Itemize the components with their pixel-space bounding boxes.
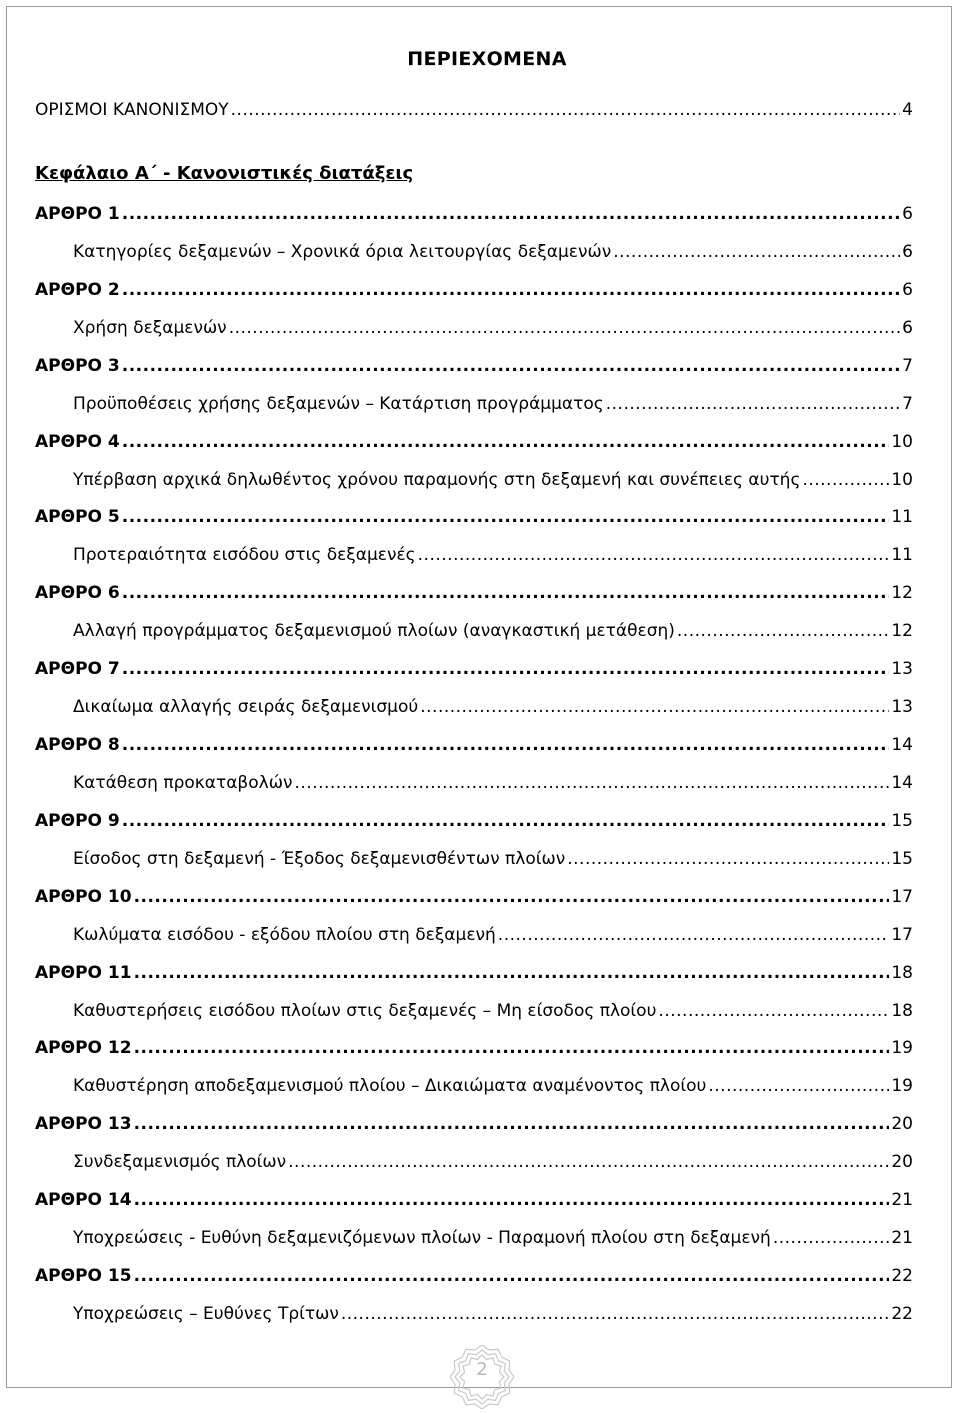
toc-entry-label: Συνδεξαμενισμός πλοίων xyxy=(73,1152,287,1173)
toc-entry-page: 15 xyxy=(891,810,913,831)
toc-sub-entry[interactable] xyxy=(35,466,913,494)
toc-sub-entry[interactable] xyxy=(35,1072,913,1100)
toc-entry-label: Προτεραιότητα εισόδου στις δεξαμενές xyxy=(73,545,416,566)
toc-entry-page: 6 xyxy=(902,279,913,300)
toc-entry-label: ΑΡΘΡΟ 2 xyxy=(35,279,120,300)
toc-leader-dots xyxy=(341,1300,890,1328)
toc-entry-label: ΑΡΘΡΟ 13 xyxy=(35,1114,132,1135)
toc-article-entry[interactable] xyxy=(35,1262,913,1290)
toc-leader-dots xyxy=(420,693,889,721)
toc-entry-label: ΑΡΘΡΟ 6 xyxy=(35,583,120,604)
toc-entry-label: Κατάθεση προκαταβολών xyxy=(73,772,293,793)
toc-entry-page: 21 xyxy=(891,1190,913,1211)
toc-leader-dots xyxy=(134,1034,890,1062)
toc-sub-entry[interactable] xyxy=(35,693,913,721)
toc-leader-dots xyxy=(294,769,889,797)
toc-entry-label: Κωλύματα εισόδου - εξόδου πλοίου στη δεξαμενή xyxy=(73,924,496,945)
toc-entry-page: 22 xyxy=(891,1303,913,1324)
toc-sub-entry[interactable] xyxy=(35,997,913,1025)
toc-entry-page: 17 xyxy=(891,924,913,945)
toc-sub-entry[interactable] xyxy=(35,314,913,342)
toc-article-entry[interactable] xyxy=(35,1034,913,1062)
toc-entry-page: 17 xyxy=(891,886,913,907)
toc-sub-entry[interactable] xyxy=(35,1300,913,1328)
toc-entry-page: 13 xyxy=(891,697,913,718)
toc-entry-label: Καθυστέρηση αποδεξαμενισμού πλοίου – Δικαιώματα αναμένοντος πλοίου xyxy=(73,1076,707,1097)
toc-entry-page: 12 xyxy=(891,583,913,604)
toc-entry-page: 19 xyxy=(891,1038,913,1059)
page-title-text: ΠΕΡΙΕΧΟΜΕΝΑ xyxy=(407,48,567,70)
toc-entry-label: Χρήση δεξαμενών xyxy=(73,317,227,338)
toc-entry-page: 6 xyxy=(902,204,913,224)
toc-entry-page: 7 xyxy=(902,355,913,376)
toc-sub-entry[interactable] xyxy=(35,845,913,873)
toc-entry-label: ΑΡΘΡΟ 3 xyxy=(35,355,120,376)
toc-leader-dots xyxy=(122,579,890,607)
toc-leader-dots xyxy=(231,96,901,124)
toc-entry-page: 6 xyxy=(902,317,913,338)
toc-entry-page: 10 xyxy=(891,469,913,490)
toc-article-entry[interactable] xyxy=(35,428,913,456)
toc-entry-label: ΑΡΘΡΟ 8 xyxy=(35,735,120,756)
toc-leader-dots xyxy=(122,655,890,683)
toc-sub-entry[interactable] xyxy=(35,769,913,797)
toc-leader-dots xyxy=(122,731,890,759)
toc-entry-definitions[interactable] xyxy=(35,96,913,124)
toc-entry-label: Υποχρεώσεις - Ευθύνη δεξαμενιζόμενων πλοίων - Παραμονή πλοίου στη δεξαμενή xyxy=(73,1228,771,1249)
toc-leader-dots xyxy=(134,883,890,911)
toc-sub-entry[interactable] xyxy=(35,617,913,645)
toc-sub-entry[interactable] xyxy=(35,238,913,266)
toc-article-entry[interactable] xyxy=(35,1186,913,1214)
toc-leader-dots xyxy=(418,541,890,569)
toc-entry-label: ΑΡΘΡΟ 14 xyxy=(35,1190,132,1211)
toc-entry-page: 21 xyxy=(891,1228,913,1249)
toc-entry-page: 14 xyxy=(891,772,913,793)
toc-leader-dots xyxy=(122,503,890,531)
toc-entry-label: Καθυστερήσεις εισόδου πλοίων στις δεξαμενές – Μη είσοδος πλοίου xyxy=(73,1000,657,1021)
toc-entry-page: 4 xyxy=(902,100,913,120)
toc-sub-entry[interactable] xyxy=(35,1148,913,1176)
toc-entry-label: Δικαίωμα αλλαγής σειράς δεξαμενισμού xyxy=(73,697,419,718)
page-title xyxy=(0,48,960,70)
toc-entry-label: Κατηγορίες δεξαμενών – Χρονικά όρια λειτουργίας δεξαμενών xyxy=(73,241,612,262)
toc-leader-dots xyxy=(773,1224,890,1252)
toc-entry-page: 13 xyxy=(891,659,913,680)
toc-leader-dots xyxy=(122,807,890,835)
toc-entry-label: Προϋποθέσεις χρήσης δεξαμενών – Κατάρτιση προγράμματος xyxy=(73,393,604,414)
toc-article-entry[interactable] xyxy=(35,959,913,987)
toc-leader-dots xyxy=(567,845,889,873)
toc-leader-dots xyxy=(134,1262,890,1290)
toc-leader-dots xyxy=(802,466,889,494)
toc-entry-page: 11 xyxy=(891,507,913,528)
toc-entry-label: Υποχρεώσεις – Ευθύνες Τρίτων xyxy=(73,1303,339,1324)
toc-entry-page: 6 xyxy=(902,241,913,262)
toc-sub-entry[interactable] xyxy=(35,541,913,569)
toc-leader-dots xyxy=(613,238,900,266)
toc-entry-label: ΟΡΙΣΜΟΙ ΚΑΝΟΝΙΣΜΟΥ xyxy=(35,100,229,120)
toc-entry-page: 14 xyxy=(891,735,913,756)
toc-entry-page: 19 xyxy=(891,1076,913,1097)
toc-leader-dots xyxy=(134,1186,890,1214)
toc-leader-dots xyxy=(134,959,890,987)
toc-leader-dots xyxy=(708,1072,889,1100)
toc-entry-page: 18 xyxy=(891,962,913,983)
toc-entry-page: 7 xyxy=(902,393,913,414)
toc-article-entry[interactable] xyxy=(35,655,913,683)
toc-entry-page: 22 xyxy=(891,1266,913,1287)
page-number-badge xyxy=(450,1345,514,1409)
page-number: 2 xyxy=(476,1359,488,1380)
toc-entry-label: Υπέρβαση αρχικά δηλωθέντος χρόνου παραμονής στη δεξαμενή και συνέπειες αυτής xyxy=(73,469,801,490)
toc-leader-dots xyxy=(658,997,889,1025)
toc-entry-label: ΑΡΘΡΟ 15 xyxy=(35,1266,132,1287)
toc-entry-label: ΑΡΘΡΟ 7 xyxy=(35,659,120,680)
toc-entry-page: 20 xyxy=(891,1114,913,1135)
toc-article-entry[interactable] xyxy=(35,579,913,607)
toc-article-entry[interactable] xyxy=(35,807,913,835)
toc-leader-dots xyxy=(606,390,900,418)
toc-entry-page: 15 xyxy=(891,848,913,869)
toc-article-entry[interactable] xyxy=(35,731,913,759)
toc-sub-entry[interactable] xyxy=(35,390,913,418)
toc-entry-label: ΑΡΘΡΟ 5 xyxy=(35,507,120,528)
toc-entry-page: 20 xyxy=(891,1152,913,1173)
toc-leader-dots xyxy=(122,352,900,380)
toc-leader-dots xyxy=(229,314,900,342)
toc-entry-label: ΑΡΘΡΟ 12 xyxy=(35,1038,132,1059)
toc-leader-dots xyxy=(134,1110,890,1138)
toc-entry-page: 12 xyxy=(891,621,913,642)
toc-entry-label: ΑΡΘΡΟ 4 xyxy=(35,431,120,452)
toc-leader-dots xyxy=(288,1148,889,1176)
toc-sub-entry[interactable] xyxy=(35,1224,913,1252)
toc-leader-dots xyxy=(122,428,890,456)
toc-leader-dots xyxy=(498,921,890,949)
toc-entry-label: ΑΡΘΡΟ 1 xyxy=(35,204,120,224)
toc-entry-page: 10 xyxy=(891,431,913,452)
toc-leader-dots xyxy=(677,617,889,645)
toc-article-entry[interactable] xyxy=(35,503,913,531)
toc-leader-dots xyxy=(122,276,900,304)
toc-entry-label: ΑΡΘΡΟ 9 xyxy=(35,810,120,831)
toc-article-entry[interactable] xyxy=(35,276,913,304)
toc-entry-label: ΑΡΘΡΟ 11 xyxy=(35,962,132,983)
chapter-heading[interactable]: Κεφάλαιο Α΄ - Κανονιστικές διατάξεις xyxy=(35,163,414,184)
toc-article-entry[interactable] xyxy=(35,1110,913,1138)
toc-entry-label: ΑΡΘΡΟ 10 xyxy=(35,886,132,907)
toc-entry-label: Είσοδος στη δεξαμενή - Έξοδος δεξαμενισθέντων πλοίων xyxy=(73,848,566,869)
toc-leader-dots xyxy=(122,200,900,228)
toc-article-entry[interactable] xyxy=(35,352,913,380)
toc-entry-page: 18 xyxy=(891,1000,913,1021)
toc-article-entry[interactable] xyxy=(35,200,913,228)
toc-entry-label: Αλλαγή προγράμματος δεξαμενισμού πλοίων (αναγκαστική μετάθεση) xyxy=(73,621,675,642)
toc-article-entry[interactable] xyxy=(35,883,913,911)
toc-sub-entry[interactable] xyxy=(35,921,913,949)
toc-entry-page: 11 xyxy=(891,545,913,566)
